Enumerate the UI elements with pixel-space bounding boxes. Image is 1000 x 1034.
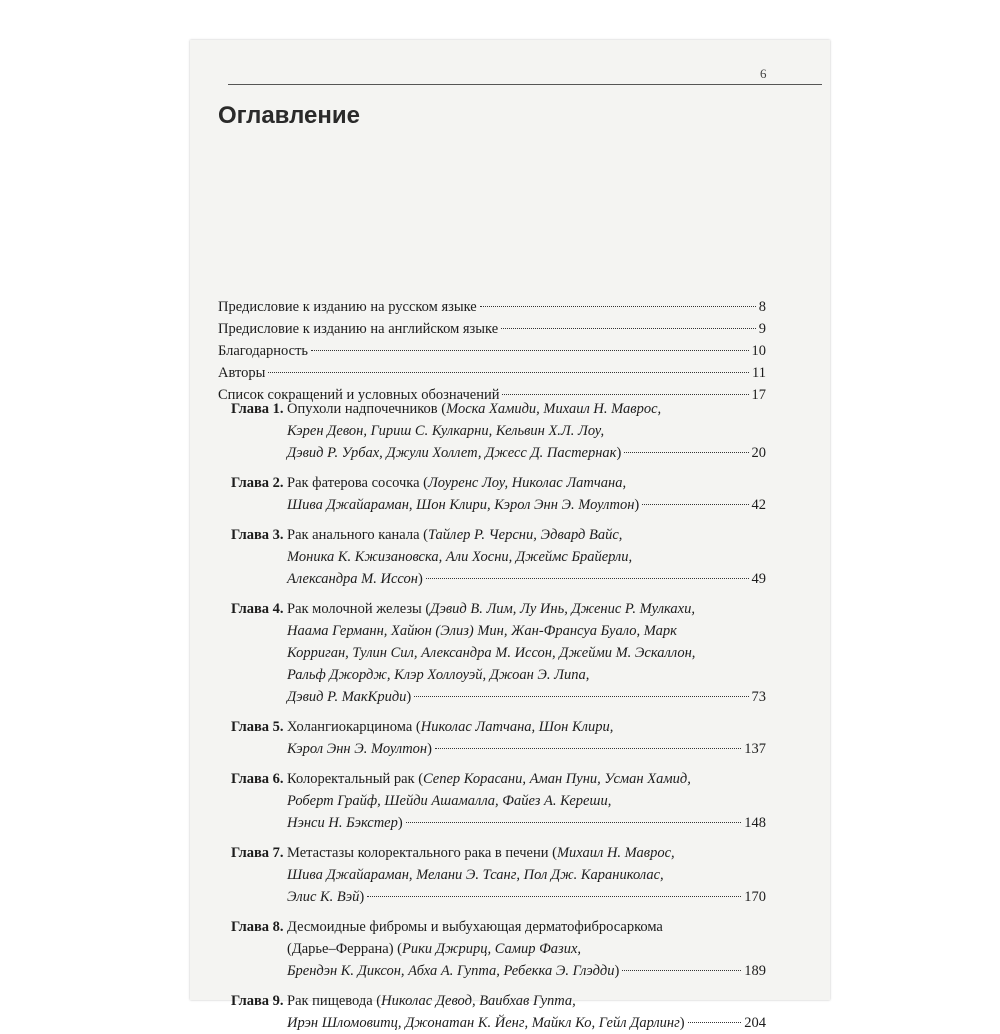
toc-entry-page: 11 (752, 365, 766, 381)
toc-entry (218, 318, 766, 340)
chapter-text (287, 768, 766, 834)
chapter-page: 137 (744, 741, 766, 757)
chapter-line-text (287, 1012, 685, 1034)
author-names: Лоуренс Лоу, Николас Латчана, (427, 475, 627, 491)
chapter-label: Глава 5. (231, 719, 284, 735)
chapter-line-text (287, 793, 611, 809)
chapter-line-text (287, 812, 403, 834)
chapter-page: 49 (751, 571, 766, 587)
chapter-line (287, 598, 766, 620)
author-names: Шива Джайараман, Шон Клири, Кэрол Энн Э. Моултон (287, 497, 635, 513)
toc-entry-label: Список сокращений и условных обозначений (218, 387, 500, 403)
author-names: Тайлер Р. Черсни, Эдвард Вайс, (427, 527, 623, 543)
chapter-title-text: ) (679, 1015, 685, 1031)
chapter-line (287, 642, 766, 664)
chapter-line-text (287, 401, 661, 417)
chapter-line (287, 990, 766, 1012)
chapter-line (287, 768, 766, 790)
chapter-page: 148 (744, 815, 766, 831)
toc-entry (218, 340, 766, 362)
author-names: Сепер Корасани, Аман Пуни, Усман Хамид, (423, 771, 691, 787)
author-names: Дэвид Р. Урбах, Джули Холлет, Джесс Д. Пастернак (287, 445, 617, 461)
author-names: Дэвид Р. МакКриди (287, 689, 407, 705)
chapter-line (287, 686, 766, 708)
chapter-title-text: ) (359, 889, 365, 905)
author-names: Николас Девод, Ваибхав Гупта, (381, 993, 576, 1009)
author-names: Дэвид В. Лим, Лу Инь, Дженис Р. Мулкахи, (430, 601, 695, 617)
dot-leader (642, 504, 748, 505)
chapter-line (287, 420, 766, 442)
front-matter-list (218, 296, 766, 406)
chapter-line (287, 916, 766, 938)
toc-entry (218, 296, 766, 318)
chapter-line-text (287, 771, 691, 787)
dot-leader (406, 822, 742, 823)
chapter-page: 73 (751, 689, 766, 705)
chapter-title-text: Рак фатерова сосочка ( (287, 475, 428, 491)
chapter-text (287, 916, 766, 982)
author-names: Моска Хамиди, Михаил Н. Маврос, (446, 401, 662, 417)
chapter-label: Глава 9. (231, 993, 284, 1009)
author-names: Михаил Н. Маврос, (556, 845, 675, 861)
chapter-title-text: ) (406, 689, 412, 705)
chapter-entry (231, 842, 766, 908)
chapter-line (287, 442, 766, 464)
author-names: Корриган, Тулин Сил, Александра М. Иссон, Джейми М. Эскаллон, (287, 645, 696, 661)
dot-leader (480, 306, 756, 307)
author-names: Роберт Грайф, Шейди Ашамалла, Файез А. Кереши, (287, 793, 612, 809)
chapter-text (287, 472, 766, 516)
chapter-line (287, 472, 766, 494)
chapter-text (287, 398, 766, 464)
chapter-line (287, 790, 766, 812)
chapter-line (287, 960, 766, 982)
author-names: Ирэн Шломовитц, Джонатан К. Йенг, Майкл Ко, Гейл Дарлинг (287, 1015, 680, 1031)
chapter-title-text: Рак анального канала ( (287, 527, 428, 543)
chapter-entry (231, 916, 766, 982)
dot-leader (502, 394, 748, 395)
chapter-title-text: Колоректальный рак ( (287, 771, 424, 787)
author-names: Александра М. Иссон (287, 571, 418, 587)
chapter-label: Глава 6. (231, 771, 284, 787)
chapter-title-text: ) (616, 445, 622, 461)
chapter-title-text: ) (634, 497, 640, 513)
chapter-title-text: Рак пищевода ( (287, 993, 382, 1009)
chapter-entry (231, 598, 766, 708)
chapter-entry (231, 990, 766, 1034)
chapter-line (287, 1012, 766, 1034)
chapter-line-text (287, 623, 677, 639)
chapter-line (287, 546, 766, 568)
chapter-entry (231, 716, 766, 760)
author-names: Ральф Джордж, Клэр Холлоуэй, Джоан Э. Липа, (287, 667, 590, 683)
chapter-line (287, 938, 766, 960)
chapter-label: Глава 1. (231, 401, 284, 417)
dot-leader (624, 452, 748, 453)
chapter-label: Глава 4. (231, 601, 284, 617)
chapter-title-text: Холангиокарцинома ( (287, 719, 421, 735)
chapter-line-text (287, 568, 423, 590)
chapter-title-text: Метастазы колоректального рака в печени ( (287, 845, 557, 861)
chapter-line (287, 494, 766, 516)
page-number: 6 (760, 66, 767, 81)
author-names: Наама Германн, Хайюн (Элиз) Мин, Жан-Франсуа Буало, Марк (287, 623, 677, 639)
chapter-entry (231, 768, 766, 834)
chapter-line-text (287, 667, 589, 683)
dot-leader (311, 350, 748, 351)
chapter-text (287, 990, 766, 1034)
chapter-page: 189 (744, 963, 766, 979)
author-names: Кэрол Энн Э. Моултон (287, 741, 428, 757)
chapter-line (287, 886, 766, 908)
chapter-text (287, 598, 766, 708)
author-names: Шива Джайараман, Мелани Э. Тсанг, Пол Дж. Караниколас, (287, 867, 664, 883)
chapter-entry (231, 472, 766, 516)
chapter-entry (231, 398, 766, 464)
chapter-line-text (287, 686, 411, 708)
chapter-line (287, 620, 766, 642)
chapter-title-text: ) (397, 815, 403, 831)
author-names: Элис К. Вэй (287, 889, 360, 905)
chapter-page: 170 (744, 889, 766, 905)
author-names: Нэнси Н. Бэкстер (287, 815, 398, 831)
chapter-line-text (287, 738, 432, 760)
dot-leader (622, 970, 741, 971)
chapter-line (287, 716, 766, 738)
chapter-line (287, 398, 766, 420)
chapter-text (287, 524, 766, 590)
chapter-line (287, 864, 766, 886)
author-names: Николас Латчана, Шон Клири, (420, 719, 614, 735)
author-names: Моника К. Кжизановска, Али Хосни, Джеймс Брайерли, (287, 549, 633, 565)
chapter-line (287, 812, 766, 834)
chapter-title-text: (Дарье–Феррана) ( (287, 941, 403, 957)
chapter-line (287, 568, 766, 590)
chapter-label: Глава 2. (231, 475, 284, 491)
chapter-line-text (287, 442, 621, 464)
toc-entry-label: Предисловие к изданию на русском языке (218, 299, 477, 315)
header-rule (228, 84, 822, 85)
chapter-line (287, 842, 766, 864)
chapter-label: Глава 3. (231, 527, 284, 543)
chapter-line-text (287, 549, 632, 565)
chapter-title-text: ) (614, 963, 620, 979)
chapter-line-text (287, 475, 626, 491)
page-title: Оглавление (218, 102, 360, 129)
chapter-title-text: Десмоидные фибромы и выбухающая дерматофибросаркома (287, 919, 663, 935)
chapter-line (287, 524, 766, 546)
dot-leader (435, 748, 741, 749)
dot-leader (414, 696, 748, 697)
chapter-text (287, 842, 766, 908)
author-names: Кэрен Девон, Гириш С. Кулкарни, Кельвин Х.Л. Лоу, (287, 423, 605, 439)
dot-leader (501, 328, 756, 329)
toc-entry-label: Благодарность (218, 343, 309, 359)
dot-leader (268, 372, 749, 373)
chapter-line-text (287, 423, 604, 439)
dot-leader (367, 896, 741, 897)
chapter-title-text: Рак молочной железы ( (287, 601, 431, 617)
chapter-line (287, 664, 766, 686)
toc-entry-page: 9 (758, 321, 766, 337)
toc-entry-label: Предисловие к изданию на английском языке (218, 321, 499, 337)
chapter-entry (231, 524, 766, 590)
chapter-line-text (287, 993, 576, 1009)
chapter-line-text (287, 494, 639, 516)
chapter-title-text: ) (427, 741, 432, 757)
chapter-title-text: ) (417, 571, 423, 587)
toc-entry (218, 362, 766, 384)
dot-leader (688, 1022, 742, 1023)
chapter-line-text (287, 601, 695, 617)
chapter-title-text: Опухоли надпочечников ( (287, 401, 447, 417)
chapter-line-text (287, 886, 364, 908)
dot-leader (426, 578, 749, 579)
toc-entry-label: Авторы (218, 365, 266, 381)
author-names: Брендэн К. Диксон, Абха А. Гупта, Ребекка Э. Глэдди (287, 963, 615, 979)
author-names: Рики Джрирц, Самир Фазих, (402, 941, 582, 957)
chapter-line-text (287, 527, 622, 543)
chapter-page: 20 (751, 445, 766, 461)
chapter-line (287, 738, 766, 760)
chapter-line-text (287, 941, 581, 957)
chapter-list (231, 398, 766, 1034)
chapter-text (287, 716, 766, 760)
chapter-page: 42 (751, 497, 766, 513)
chapter-page: 204 (744, 1015, 766, 1031)
toc-entry-page: 8 (758, 299, 766, 315)
chapter-line-text (287, 919, 663, 935)
chapter-line-text (287, 867, 664, 883)
toc-entry-page: 10 (751, 343, 766, 359)
chapter-label: Глава 7. (231, 845, 284, 861)
chapter-label: Глава 8. (231, 919, 284, 935)
chapter-line-text (287, 645, 695, 661)
toc-entry-page: 17 (751, 387, 766, 403)
chapter-line-text (287, 719, 613, 735)
chapter-line-text (287, 845, 675, 861)
chapter-line-text (287, 960, 619, 982)
